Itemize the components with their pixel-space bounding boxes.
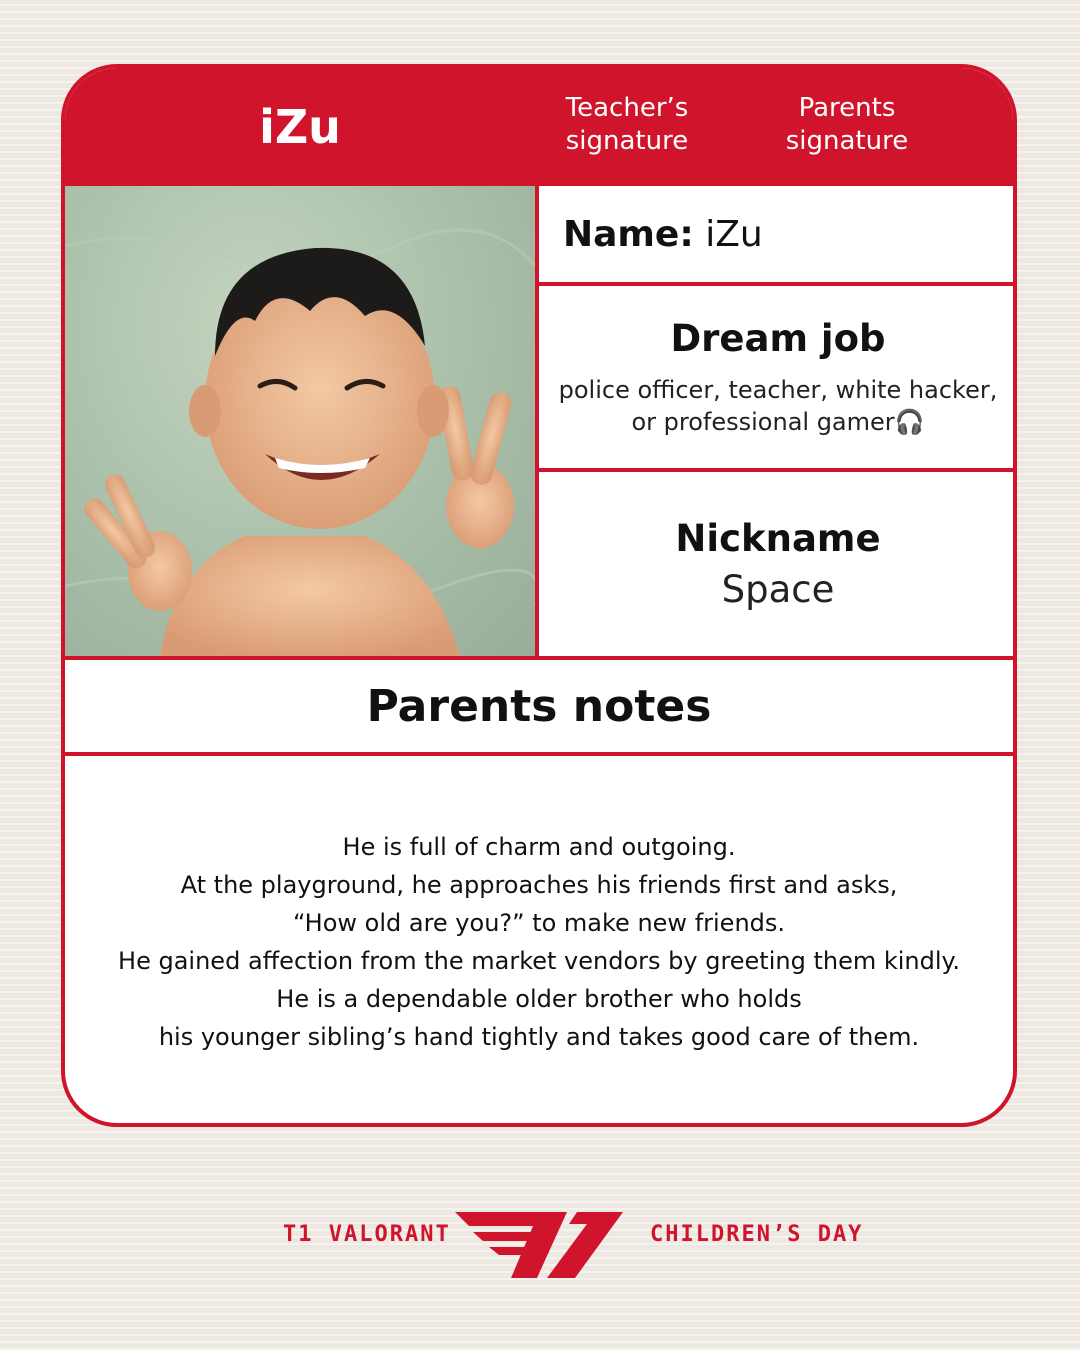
footer-left-text: T1 VALORANT xyxy=(283,1222,451,1247)
child-photo-illustration xyxy=(65,186,535,656)
parents-notes-body xyxy=(65,756,1013,1127)
notes-line: He is full of charm and outgoing. xyxy=(342,832,736,861)
notes-line: At the playground, he approaches his friends first and asks, xyxy=(180,870,898,899)
child-photo xyxy=(65,186,535,656)
header-name: iZu xyxy=(259,100,341,154)
parents-notes-title: Parents notes xyxy=(366,680,712,732)
dream-job-text: police officer, teacher, white hacker, or professional gamer🎧 xyxy=(558,375,998,436)
notes-line: He gained affection from the market vendors by greeting them kindly. xyxy=(118,946,960,975)
notes-line: He is a dependable older brother who holds xyxy=(276,984,802,1013)
teacher-signature-label: Teacher’s signature xyxy=(565,93,689,156)
name-value: iZu xyxy=(705,213,763,255)
dream-job-title: Dream job xyxy=(670,316,886,360)
footer-right-text: CHILDREN’S DAY xyxy=(650,1222,864,1247)
card-header xyxy=(65,68,1013,186)
profile-card xyxy=(61,64,1017,1127)
nickname-value: Space xyxy=(721,568,835,611)
name-line xyxy=(563,214,763,255)
notes-line: his younger sibling’s hand tightly and takes good care of them. xyxy=(158,1022,920,1051)
parents-signature-label: Parents signature xyxy=(785,93,909,156)
dream-job-cell xyxy=(539,286,1017,468)
name-label: Name: xyxy=(563,213,694,255)
nickname-title: Nickname xyxy=(675,517,881,560)
notes-line: “How old are you?” to make new friends. xyxy=(292,908,786,937)
name-cell xyxy=(539,186,1017,282)
t1-logo xyxy=(455,1208,625,1280)
nickname-cell xyxy=(539,472,1017,656)
